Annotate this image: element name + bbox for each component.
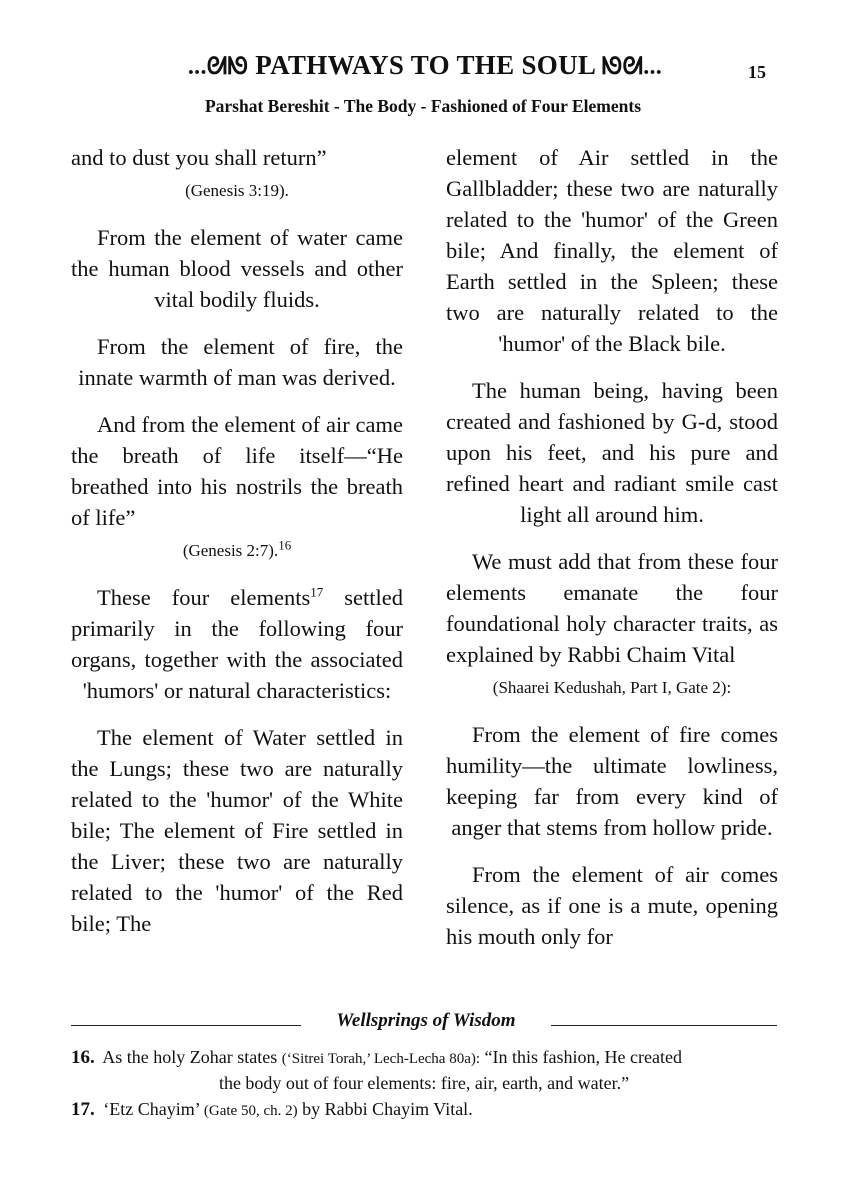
citation: (Genesis 3:19). — [185, 181, 289, 200]
paragraph: element of Air settled in the Gallbladder; these two are naturally related to the 'humor' of the Green bile; And finally, the element of Earth settled in the Spleen; these two are naturally related to the 'humor' of the Black bile. — [446, 145, 778, 356]
citation — [71, 535, 403, 566]
ornament-right: ᘚᘛ... — [601, 54, 663, 80]
paragraph: and to dust you shall return” — [71, 145, 327, 170]
footnote-text: the body out of four elements: fire, air, earth, and water.” — [218, 1073, 630, 1093]
footnotes — [71, 1045, 777, 1125]
footnote-ref[interactable]: 16 — [278, 537, 292, 553]
chapter-subtitle: Parshat Bereshit - The Body - Fashioned of Four Elements — [204, 96, 642, 116]
citation: (Shaarei Kedushah, Part I, Gate 2): — [492, 678, 732, 697]
footnote-divider — [71, 1010, 777, 1040]
footnote-source: (‘Sitrei Torah,’ Lech-Lecha 80a): — [281, 1051, 481, 1067]
right-column — [446, 142, 778, 968]
footnote-text: ‘Etz Chayim’ — [103, 1099, 200, 1119]
footnote-ref[interactable]: 17 — [310, 584, 324, 600]
running-header — [130, 50, 720, 81]
footnote-text: As the holy Zohar states — [102, 1047, 278, 1067]
divider-label: Wellsprings of Wisdom — [301, 1010, 551, 1032]
paragraph-text: settled primarily in the following four organs, together with the associated 'humors' or natural characteristics: — [71, 585, 403, 703]
page-number: 15 — [748, 62, 766, 82]
footnote-number: 16. — [71, 1047, 95, 1068]
paragraph: We must add that from these four elements emanate the four foundational holy character traits, as explained by Rabbi Chaim Vital — [446, 549, 778, 667]
footnote-text: “In this fashion, He created — [484, 1047, 682, 1067]
paragraph: And from the element of air came the breath of life itself—“He breathed into his nostrils the breath of life” — [71, 412, 403, 530]
footnote-source: (Gate 50, ch. 2) — [203, 1103, 298, 1119]
paragraph: The element of Water settled in the Lungs; these two are naturally related to the 'humor' of the White bile; The element of Fire settled in the Liver; these two are naturally related to the 'humor' of the Red bile; The — [71, 725, 403, 936]
paragraph: From the element of water came the human blood vessels and other vital bodily fluids. — [71, 225, 403, 312]
paragraph: From the element of fire comes humility—the ultimate lowliness, keeping far from every kind of anger that stems from hollow pride. — [446, 722, 778, 840]
paragraph: From the element of fire, the innate warmth of man was derived. — [78, 334, 403, 390]
paragraph: From the element of air comes silence, as if one is a mute, opening his mouth only for — [446, 862, 778, 949]
paragraph — [71, 582, 403, 706]
footnote-text: by Rabbi Chayim Vital. — [302, 1099, 473, 1119]
footnote-number: 17. — [71, 1099, 95, 1120]
left-column — [71, 142, 403, 955]
footnote-17 — [71, 1097, 777, 1123]
ornament-left: ...ᘛᘚ — [187, 54, 249, 80]
paragraph-text: These four elements — [97, 585, 311, 610]
footnote-16 — [71, 1045, 777, 1095]
citation-text: (Genesis 2:7). — [182, 541, 279, 560]
book-title: PATHWAYS TO THE SOUL — [255, 50, 595, 80]
paragraph: The human being, having been created and fashioned by G-d, stood upon his feet, and his pure and refined heart and radiant smile cast light all around him. — [446, 378, 778, 527]
